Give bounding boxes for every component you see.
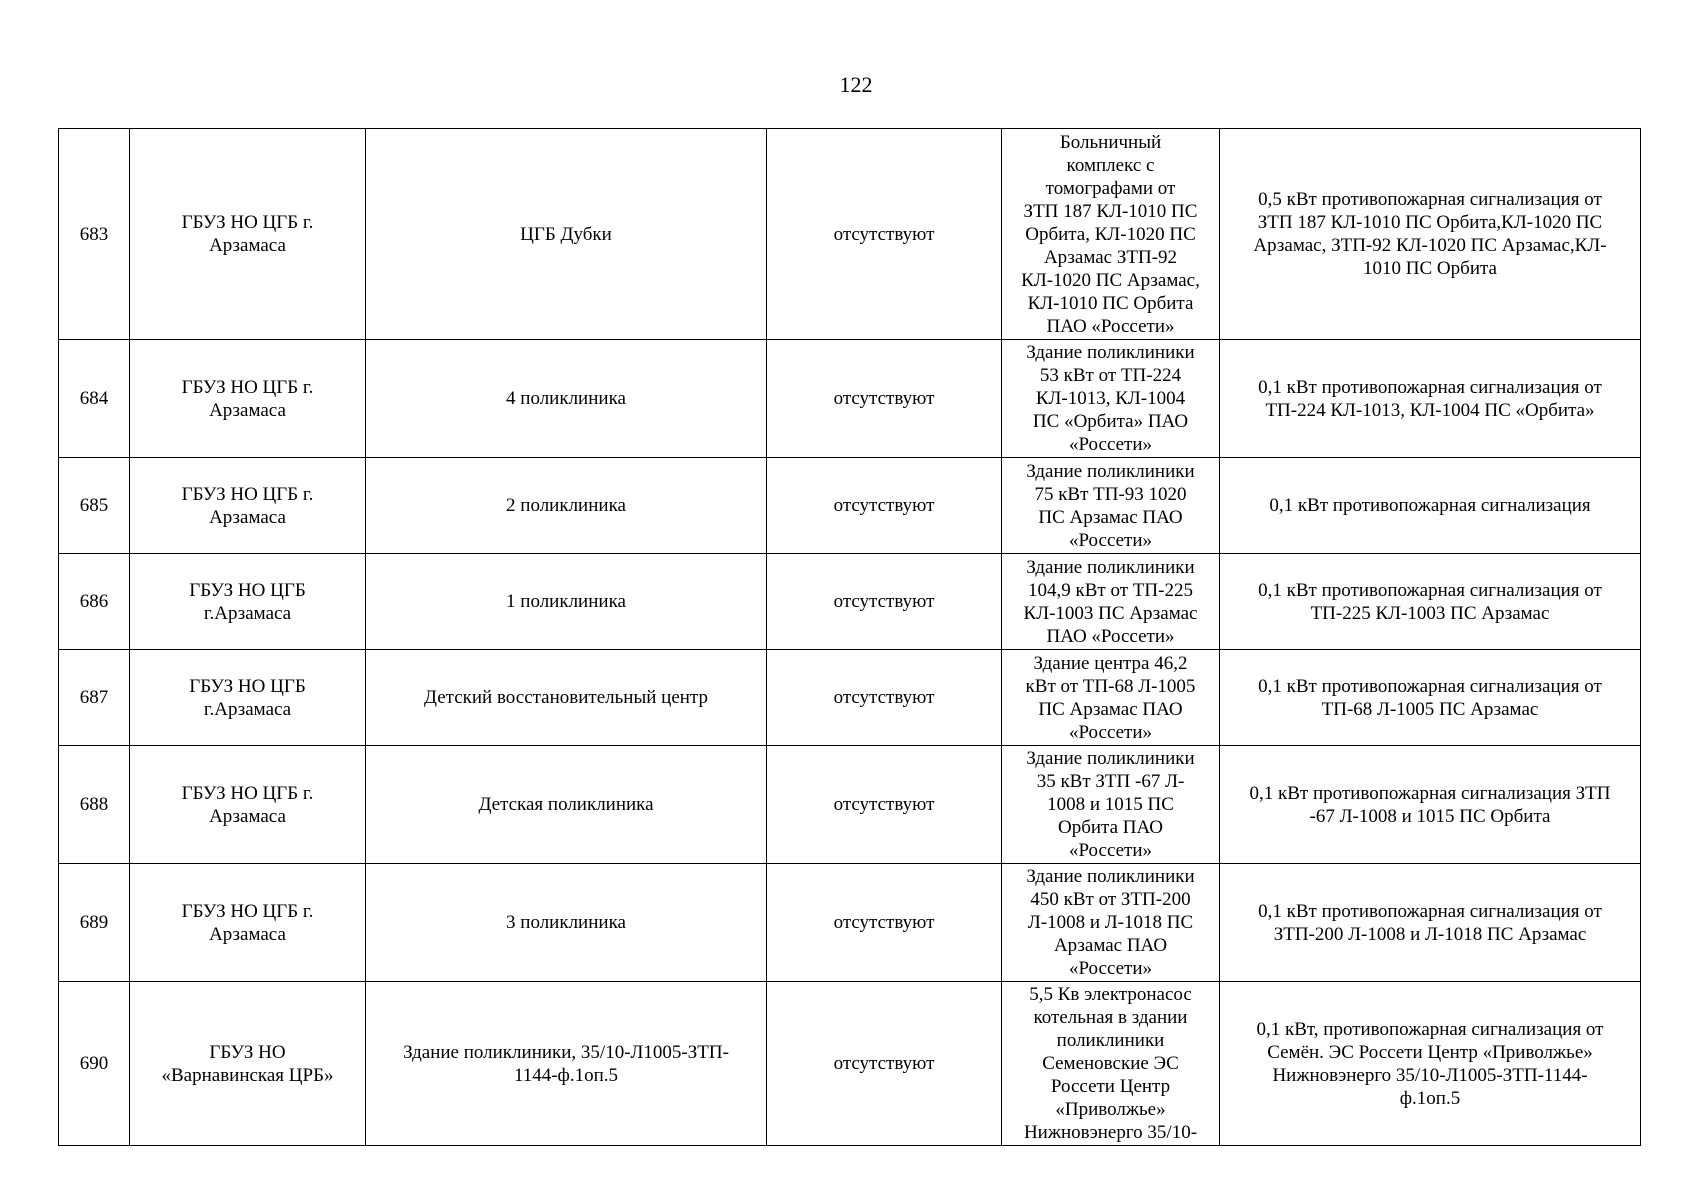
row-number: 686 <box>59 554 130 650</box>
organization: ГБУЗ НО ЦГБ г. Арзамаса <box>130 746 366 864</box>
row-number: 683 <box>59 129 130 340</box>
reserve-load: 0,1 кВт противопожарная сигнализация от ЗТП-200 Л-1008 и Л-1018 ПС Арзамас <box>1220 864 1641 982</box>
object-name: ЦГБ Дубки <box>366 129 767 340</box>
table-row <box>59 554 1641 650</box>
status: отсутствуют <box>767 864 1002 982</box>
organization: ГБУЗ НО ЦГБ г. Арзамаса <box>130 864 366 982</box>
page-number: 122 <box>839 72 873 97</box>
row-number: 688 <box>59 746 130 864</box>
object-name: 2 поликлиника <box>366 458 767 554</box>
reserve-load: 0,1 кВт противопожарная сигнализация от ТП-225 КЛ-1003 ПС Арзамас <box>1220 554 1641 650</box>
object-name: Детская поликлиника <box>366 746 767 864</box>
status: отсутствуют <box>767 650 1002 746</box>
power-supply: Здание поликлиники 35 кВт ЗТП -67 Л- 1008 и 1015 ПС Орбита ПАО «Россети» <box>1002 746 1220 864</box>
row-number: 689 <box>59 864 130 982</box>
status: отсутствуют <box>767 554 1002 650</box>
table-row <box>59 458 1641 554</box>
reserve-load: 0,5 кВт противопожарная сигнализация от ЗТП 187 КЛ-1010 ПС Орбита,КЛ-1020 ПС Арзамас, ЗТП-92 КЛ-1020 ПС Арзамас,КЛ- 1010 ПС Орбита <box>1220 129 1641 340</box>
reserve-load: 0,1 кВт противопожарная сигнализация <box>1220 458 1641 554</box>
organization: ГБУЗ НО ЦГБ г.Арзамаса <box>130 554 366 650</box>
status: отсутствуют <box>767 129 1002 340</box>
organization: ГБУЗ НО ЦГБ г.Арзамаса <box>130 650 366 746</box>
object-name: Здание поликлиники, 35/10-Л1005-ЗТП- 1144-ф.1оп.5 <box>366 982 767 1146</box>
power-supply: Здание поликлиники 450 кВт от ЗТП-200 Л-1008 и Л-1018 ПС Арзамас ПАО «Россети» <box>1002 864 1220 982</box>
row-number: 684 <box>59 340 130 458</box>
reserve-load: 0,1 кВт противопожарная сигнализация от ТП-224 КЛ-1013, КЛ-1004 ПС «Орбита» <box>1220 340 1641 458</box>
power-supply: Здание центра 46,2 кВт от ТП-68 Л-1005 ПС Арзамас ПАО «Россети» <box>1002 650 1220 746</box>
row-number: 685 <box>59 458 130 554</box>
power-supply: Здание поликлиники 75 кВт ТП-93 1020 ПС Арзамас ПАО «Россети» <box>1002 458 1220 554</box>
table-row <box>59 982 1641 1146</box>
table-row <box>59 746 1641 864</box>
table-row <box>59 864 1641 982</box>
organization: ГБУЗ НО ЦГБ г. Арзамаса <box>130 129 366 340</box>
row-number: 687 <box>59 650 130 746</box>
power-supply: Здание поликлиники 53 кВт от ТП-224 КЛ-1013, КЛ-1004 ПС «Орбита» ПАО «Россети» <box>1002 340 1220 458</box>
power-supply: Больничный комплекс с томографами от ЗТП 187 КЛ-1010 ПС Орбита, КЛ-1020 ПС Арзамас ЗТП-92 КЛ-1020 ПС Арзамас, КЛ-1010 ПС Орбита ПАО «Россети» <box>1002 129 1220 340</box>
power-supply: 5,5 Кв электронасос котельная в здании поликлиники Семеновские ЭС Россети Центр «Приволжье» Нижновэнерго 35/10- <box>1002 982 1220 1146</box>
reserve-load: 0,1 кВт противопожарная сигнализация от ТП-68 Л-1005 ПС Арзамас <box>1220 650 1641 746</box>
organization: ГБУЗ НО ЦГБ г. Арзамаса <box>130 340 366 458</box>
object-name: 1 поликлиника <box>366 554 767 650</box>
power-supply: Здание поликлиники 104,9 кВт от ТП-225 КЛ-1003 ПС Арзамас ПАО «Россети» <box>1002 554 1220 650</box>
object-name: 4 поликлиника <box>366 340 767 458</box>
table-row <box>59 340 1641 458</box>
object-name: Детский восстановительный центр <box>366 650 767 746</box>
row-number: 690 <box>59 982 130 1146</box>
organization: ГБУЗ НО «Варнавинская ЦРБ» <box>130 982 366 1146</box>
status: отсутствуют <box>767 746 1002 864</box>
table-row <box>59 129 1641 340</box>
object-name: 3 поликлиника <box>366 864 767 982</box>
status: отсутствуют <box>767 340 1002 458</box>
status: отсутствуют <box>767 982 1002 1146</box>
reserve-load: 0,1 кВт противопожарная сигнализация ЗТП -67 Л-1008 и 1015 ПС Орбита <box>1220 746 1641 864</box>
table-row <box>59 650 1641 746</box>
data-table <box>58 128 1641 1146</box>
status: отсутствуют <box>767 458 1002 554</box>
reserve-load: 0,1 кВт, противопожарная сигнализация от Семён. ЭС Россети Центр «Приволжье» Нижновэнерго 35/10-Л1005-ЗТП-1144- ф.1оп.5 <box>1220 982 1641 1146</box>
organization: ГБУЗ НО ЦГБ г. Арзамаса <box>130 458 366 554</box>
